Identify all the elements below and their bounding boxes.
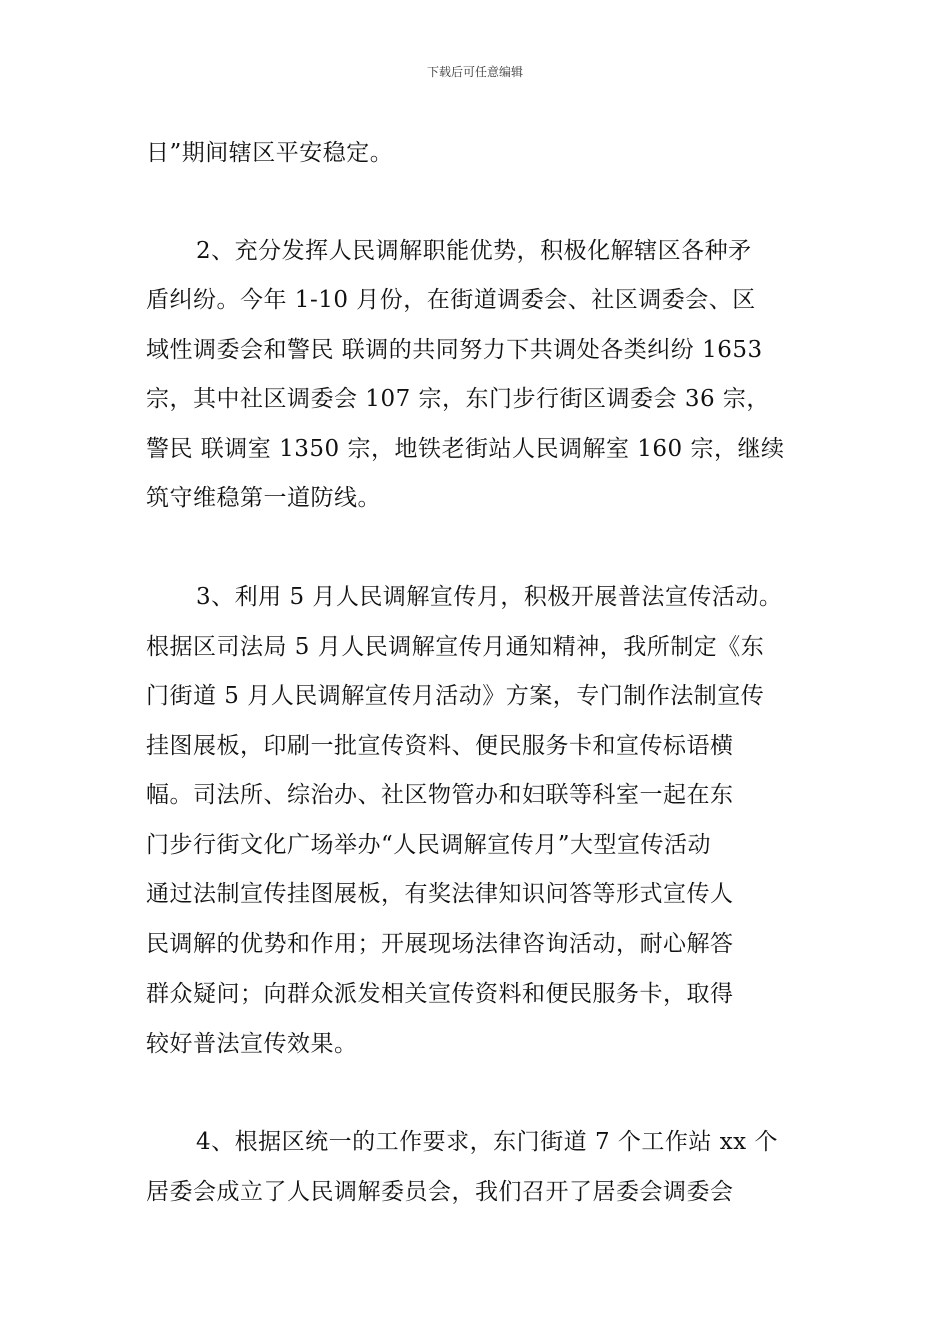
paragraph-line: 根据区司法局 5 月人民调解宣传月通知精神，我所制定《东 [146,634,765,660]
paragraph-line: 盾纠纷。今年 1-10 月份，在街道调委会、社区调委会、区 [146,287,756,313]
paragraph-line: 宗，其中社区调委会 107 宗，东门步行街区调委会 36 宗， [146,386,770,412]
paragraph-line: 挂图展板，印刷一批宣传资料、便民服务卡和宣传标语横 [146,733,734,759]
paragraph-line: 2、充分发挥人民调解职能优势，积极化解辖区各种矛 [196,238,752,264]
paragraph-line: 门步行街文化广场举办“人民调解宣传月”大型宣传活动 [146,832,712,858]
paragraph-line: 民调解的优势和作用；开展现场法律咨询活动，耐心解答 [146,931,734,957]
paragraph-line: 域性调委会和警民 联调的共同努力下共调处各类纠纷 1653 [146,337,763,363]
paragraph-line: 门街道 5 月人民调解宣传月活动》方案，专门制作法制宣传 [146,683,765,709]
paragraph-line: 3、利用 5 月人民调解宣传月，积极开展普法宣传活动。 [196,584,783,610]
paragraph-line: 通过法制宣传挂图展板，有奖法律知识问答等形式宣传人 [146,881,734,907]
paragraph-line: 警民 联调室 1350 宗，地铁老街站人民调解室 160 宗，继续 [146,436,785,462]
paragraph-line: 幅。司法所、综治办、社区物管办和妇联等科室一起在东 [146,782,734,808]
paragraph-line: 居委会成立了人民调解委员会，我们召开了居委会调委会 [146,1179,734,1205]
paragraph-line: 4、根据区统一的工作要求，东门街道 7 个工作站 xx 个 [196,1129,778,1155]
page-header: 下载后可任意编辑 [426,65,523,79]
paragraph-line: 日”期间辖区平安稳定。 [146,140,394,166]
paragraph-line: 筑守维稳第一道防线。 [146,485,381,511]
paragraph-line: 较好普法宣传效果。 [146,1031,358,1057]
paragraph-line: 群众疑问；向群众派发相关宣传资料和便民服务卡，取得 [146,981,734,1007]
